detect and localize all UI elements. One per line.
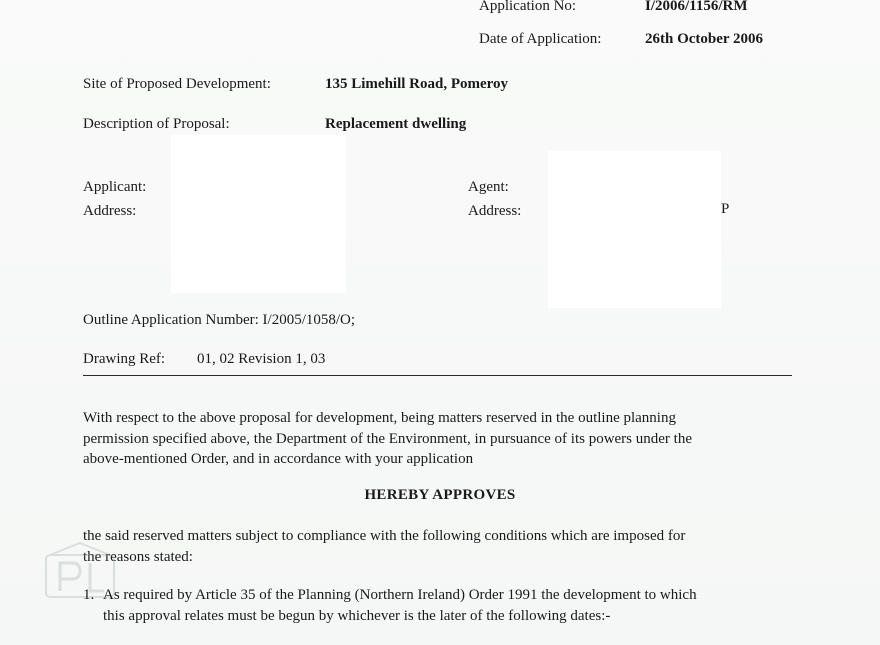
site-label: Site of Proposed Development:	[83, 76, 271, 92]
description-label: Description of Proposal:	[83, 116, 230, 132]
date-of-application-label: Date of Application:	[479, 31, 602, 47]
horizontal-divider	[83, 375, 792, 376]
intro-line: With respect to the above proposal for development, being matters reserved in the outline planning	[83, 410, 676, 426]
drawing-ref-value: 01, 02 Revision 1, 03	[197, 351, 326, 367]
condition-line: As required by Article 35 of the Planning (Northern Ireland) Order 1991 the development to which	[103, 587, 697, 603]
site-value: 135 Limehill Road, Pomeroy	[325, 76, 509, 92]
agent-address-fragment: P	[721, 201, 730, 217]
applicant-address-label: Address:	[83, 203, 137, 219]
intro-line: above-mentioned Order, and in accordance with your application	[83, 451, 474, 467]
drawing-ref-label: Drawing Ref:	[83, 351, 166, 367]
condition-line: this approval relates must be begun by whichever is the later of the following dates:-	[103, 608, 611, 624]
intro-paragraph	[83, 408, 692, 470]
outline-application-number: Outline Application Number: I/2005/1058/O;	[83, 312, 356, 328]
agent-address-label: Address:	[468, 203, 522, 219]
condition-text	[103, 585, 803, 627]
agent-label: Agent:	[468, 179, 509, 195]
conditions-intro-line: the said reserved matters subject to compliance with the following conditions which are imposed for	[83, 528, 686, 544]
agent-redaction	[548, 151, 721, 308]
application-no-value: I/2006/1156/RM	[645, 0, 748, 14]
date-of-application-value: 26th October 2006	[645, 31, 764, 47]
description-value: Replacement dwelling	[325, 116, 467, 132]
condition-number: 1.	[83, 587, 95, 603]
applicant-redaction	[171, 135, 346, 293]
conditions-intro	[83, 526, 685, 567]
application-no-label: Application No:	[479, 0, 577, 14]
applicant-label: Applicant:	[83, 179, 147, 195]
intro-line: permission specified above, the Department of the Environment, in pursuance of its powers under the	[83, 430, 692, 447]
conditions-intro-line: the reasons stated:	[83, 548, 193, 565]
approval-heading: HEREBY APPROVES	[364, 487, 516, 503]
